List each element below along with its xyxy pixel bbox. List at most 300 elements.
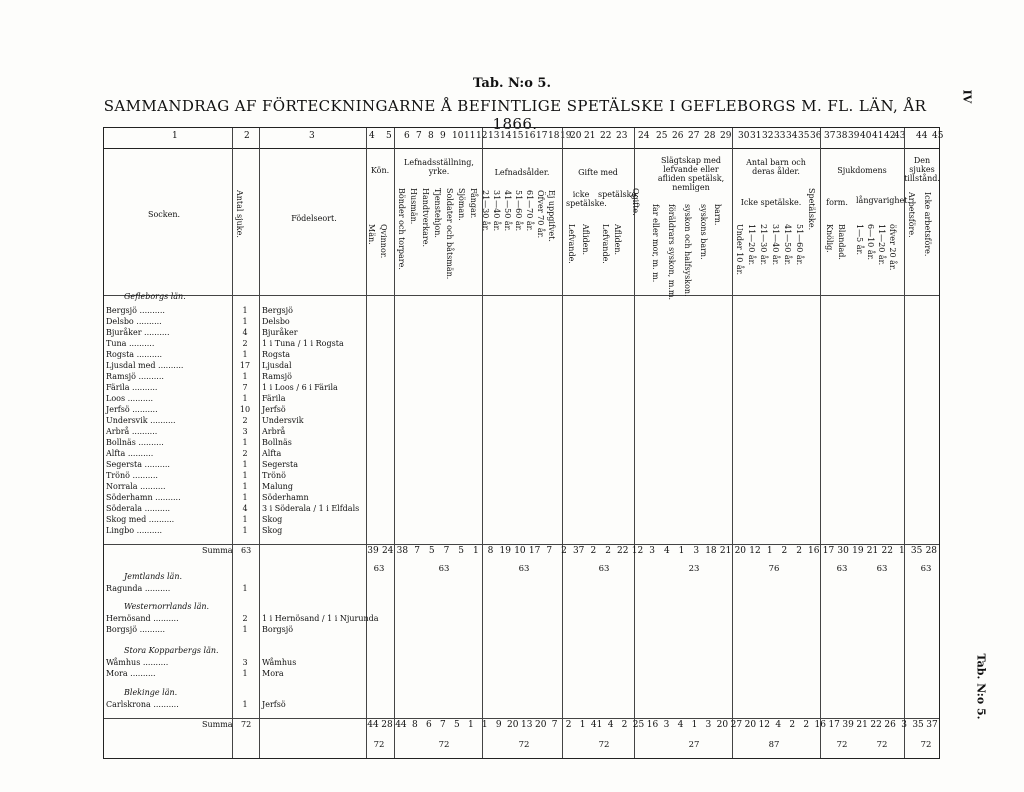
header-barn: barn. xyxy=(713,204,722,226)
age-header: Öfver 70 år. xyxy=(536,190,545,239)
summa-group-total: 72 xyxy=(518,740,530,750)
table-row xyxy=(104,383,939,394)
birthplace: Bjuråker xyxy=(262,328,298,337)
column-number: 9 xyxy=(440,131,446,141)
summa-group-total: 63 xyxy=(876,564,888,574)
parish-name: Wåmhus .......... xyxy=(106,658,169,667)
summa-value: 20 xyxy=(716,720,729,730)
summa-value: 25 xyxy=(632,720,645,730)
header-form: form. xyxy=(826,198,848,207)
column-number: 11 xyxy=(464,131,476,141)
summa-value: 7 xyxy=(440,720,446,730)
summa-group-total: 72 xyxy=(836,740,848,750)
birthplace: Bergsjö xyxy=(262,306,293,315)
summa-value: 1 xyxy=(678,546,685,556)
column-number: 20 xyxy=(570,131,582,141)
summa-group-total: 23 xyxy=(688,564,700,574)
header-tjenstehjon: Tjenstehjon. xyxy=(433,188,442,238)
summa-value: 28 xyxy=(381,720,393,730)
county-heading-westernorrland: Westernorrlands län. xyxy=(124,602,210,611)
sick-count: 1 xyxy=(242,306,248,315)
parish-name: Bergsjö .......... xyxy=(106,306,165,315)
summa-value: 35 xyxy=(910,546,923,556)
column-number: 24 xyxy=(638,131,650,141)
header-icke-spetalske: icke spetälske. xyxy=(566,190,607,208)
header-afliden-2: Afliden. xyxy=(613,224,622,256)
table-row xyxy=(104,427,939,438)
summa-value: 13 xyxy=(520,720,533,730)
page-title: SAMMANDRAG AF FÖRTECKNINGARNE Å BEFINTLIGE SPETÄLSKE I GEFLEBORGS M. FL. LÄN, ÅR 1866. xyxy=(103,97,927,133)
sick-count: 1 xyxy=(242,700,248,709)
summa-value: 21 xyxy=(866,546,879,556)
header-slagtskap: Slägtskap med lefvande eller afliden spetälsk, nemligen xyxy=(657,156,725,192)
summa-value: 10 xyxy=(514,546,526,556)
sick-count: 1 xyxy=(242,493,248,502)
header-man: Män. xyxy=(367,224,376,245)
header-icke-spetalske-barn: Icke spetälske. xyxy=(740,198,802,207)
summa-value: 3 xyxy=(663,720,670,730)
summa-value: 27 xyxy=(730,720,743,730)
parish-name: Skog med .......... xyxy=(106,515,175,524)
summa-value: 4 xyxy=(607,720,614,730)
summa-group-total: 63 xyxy=(373,564,385,574)
summa-value: 35 xyxy=(912,720,924,730)
summa-value: 26 xyxy=(884,720,896,730)
summa-group-total: 63 xyxy=(836,564,848,574)
table-number: Tab. N:o 5. xyxy=(473,76,551,91)
parish-name: Ramsjö .......... xyxy=(106,372,164,381)
summa-group-total: 72 xyxy=(876,740,888,750)
summa-value: 12 xyxy=(631,546,644,556)
column-number: 25 xyxy=(656,131,668,141)
summa-value: 7 xyxy=(443,546,450,556)
parish-name: Trönö .......... xyxy=(106,471,158,480)
summa-value: 16 xyxy=(808,546,820,556)
column-number: 18 xyxy=(548,131,560,141)
sick-count: 1 xyxy=(242,515,248,524)
county-heading-jemtland: Jemtlands län. xyxy=(124,572,183,581)
summa-value: 17 xyxy=(528,546,541,556)
sick-count: 2 xyxy=(242,339,248,348)
column-number: 31 xyxy=(750,131,762,141)
table-row xyxy=(104,669,939,680)
header-qvinnor: Qvinnor. xyxy=(379,224,388,259)
column-number: 17 xyxy=(536,131,548,141)
summa-value: 1 xyxy=(472,546,479,556)
sick-count: 1 xyxy=(242,471,248,480)
column-number: 8 xyxy=(428,131,434,141)
column-number-row xyxy=(104,128,944,149)
column-number: 37 xyxy=(824,131,836,141)
summa-value: 2 xyxy=(796,546,802,556)
statistics-table xyxy=(103,127,944,759)
duration-header: öfver 20 år. xyxy=(888,224,897,271)
sick-count: 1 xyxy=(242,669,248,678)
column-number: 40 xyxy=(860,131,872,141)
sick-count: 1 xyxy=(242,625,248,634)
summa-group-total: 63 xyxy=(598,564,610,574)
birthplace: Ljusdal xyxy=(262,361,292,370)
summa-group-total: 72 xyxy=(438,740,450,750)
summa-value: 1 xyxy=(467,720,474,730)
table-row xyxy=(104,361,939,372)
parish-name: Hernösand .......... xyxy=(106,614,179,623)
column-number: 30 xyxy=(738,131,750,141)
summa-value: 37 xyxy=(926,720,938,730)
header-sjukdomens: Sjukdomens xyxy=(837,166,887,175)
table-row xyxy=(104,658,939,669)
column-number: 22 xyxy=(600,131,612,141)
column-number: 15 xyxy=(512,131,524,141)
table-row xyxy=(104,350,939,361)
header-soldater: Soldater och båtsmän. xyxy=(445,188,454,280)
summa-value: 4 xyxy=(663,546,670,556)
birthplace: Undersvik xyxy=(262,416,304,425)
county-heading-kopparberg: Stora Kopparbergs län. xyxy=(124,646,219,655)
barn-age-header: 51—60 år. xyxy=(795,224,804,266)
column-number: 28 xyxy=(704,131,716,141)
table-row xyxy=(104,584,939,595)
sick-count: 1 xyxy=(242,372,248,381)
summa-value: 3 xyxy=(693,546,700,556)
header-langvarighet: långvarighet. xyxy=(856,196,911,205)
summa-value: 12 xyxy=(749,546,761,556)
sick-count: 7 xyxy=(242,383,248,392)
birthplace: 3 i Söderala / 1 i Elfdals xyxy=(262,504,360,513)
table-row xyxy=(104,394,939,405)
duration-header: 6—10 år. xyxy=(866,224,875,261)
table-row xyxy=(104,460,939,471)
parish-name: Norrala .......... xyxy=(106,482,166,491)
table-row xyxy=(104,614,939,625)
summa-group-total: 63 xyxy=(518,564,530,574)
birthplace: 1 i Hernösand / 1 i Njurunda xyxy=(262,614,379,623)
summa-rule xyxy=(104,544,939,545)
summa-value: 16 xyxy=(814,720,826,730)
summa-value: 30 xyxy=(837,546,849,556)
summa-value: 2 xyxy=(565,720,572,730)
sick-count: 10 xyxy=(239,405,251,414)
summa-value: 20 xyxy=(507,720,519,730)
summa-value: 5 xyxy=(428,546,435,556)
table-row xyxy=(104,306,939,317)
birthplace: Skog xyxy=(262,515,283,524)
column-number: 1 xyxy=(172,131,178,141)
column-number: 12 xyxy=(476,131,488,141)
column-number: 34 xyxy=(786,131,798,141)
header-lefnadsalder: Lefnadsålder. xyxy=(494,168,550,177)
column-number: 10 xyxy=(452,131,464,141)
summa-value: 18 xyxy=(705,546,717,556)
column-number: 16 xyxy=(524,131,536,141)
table-row xyxy=(104,328,939,339)
summa-group-total: 87 xyxy=(768,740,780,750)
summa-value: 39 xyxy=(842,720,854,730)
column-number: 23 xyxy=(616,131,628,141)
sick-count: 4 xyxy=(242,328,248,337)
header-antal: Antal sjuke. xyxy=(235,190,244,238)
summa-value: 8 xyxy=(487,546,494,556)
summa-group-total: 27 xyxy=(688,740,700,750)
birthplace: Delsbo xyxy=(262,317,290,326)
summa-value: 17 xyxy=(828,720,840,730)
summa-value: 20 xyxy=(534,720,547,730)
barn-age-header: 31—40 år. xyxy=(771,224,780,266)
header-afliden: Afliden. xyxy=(581,224,590,256)
summa-value: 9 xyxy=(495,720,502,730)
sick-count: 1 xyxy=(242,350,248,359)
summa-value: 2 xyxy=(605,546,611,556)
header-far: far eller mor, m. m. xyxy=(651,204,660,283)
parish-name: Lingbo .......... xyxy=(106,526,163,535)
birthplace: Alfta xyxy=(262,449,282,458)
summa-value: 22 xyxy=(617,546,629,556)
header-kon: Kön. xyxy=(370,166,390,175)
summa-value: 3 xyxy=(649,546,655,556)
summa-value: 2 xyxy=(621,720,628,730)
sick-count: 3 xyxy=(242,658,248,667)
birthplace: Ramsjö xyxy=(262,372,292,381)
header-arbetsfore: Arbetsföre. xyxy=(907,192,916,238)
birthplace: Bollnäs xyxy=(262,438,292,447)
duration-header: 11—20 år. xyxy=(877,224,886,266)
header-lefnadsstallning: Lefnadsställning, yrke. xyxy=(404,158,474,176)
column-number: 7 xyxy=(416,131,422,141)
age-header: 61—70 år. xyxy=(525,190,534,232)
header-antal-barn: Antal barn och deras ålder. xyxy=(746,158,806,176)
summa-value: 44 xyxy=(395,720,407,730)
summa-value: 3 xyxy=(705,720,712,730)
table-row xyxy=(104,493,939,504)
header-knolig: Knölig. xyxy=(825,224,834,253)
birthplace: Rogsta xyxy=(262,350,291,359)
summa-value: 4 xyxy=(677,720,684,730)
summa-value: 41 xyxy=(590,720,603,730)
duration-header: 1—5 år. xyxy=(855,224,864,255)
summa-group-total: 76 xyxy=(768,564,780,574)
column-number: 26 xyxy=(672,131,684,141)
summa-value: 1 xyxy=(766,546,773,556)
parish-name: Undersvik .......... xyxy=(106,416,176,425)
summa-value: 7 xyxy=(414,546,420,556)
column-number: 38 xyxy=(836,131,848,141)
header-socken: Socken. xyxy=(147,210,181,219)
summa-value: 2 xyxy=(561,546,567,556)
summa-value: 37 xyxy=(572,546,585,556)
column-number: 14 xyxy=(500,131,512,141)
column-number: 13 xyxy=(488,131,500,141)
column-number: 2 xyxy=(244,131,250,141)
header-blandad: Blandad. xyxy=(837,224,846,260)
header-foraldrars: föräldrars syskon, m.m. xyxy=(667,204,676,301)
summa-value: 24 xyxy=(381,546,394,556)
barn-age-header: 21—30 år. xyxy=(759,224,768,266)
summa-value: 3 xyxy=(901,720,907,730)
summa-value: 20 xyxy=(744,720,757,730)
table-row xyxy=(104,416,939,427)
header-bonder: Bönder och torpare. xyxy=(397,188,406,270)
summa-value: 2 xyxy=(803,720,810,730)
birthplace: Mora xyxy=(262,669,284,678)
summa-value: 1 xyxy=(691,720,698,730)
summa-value: 12 xyxy=(758,720,771,730)
column-number: 5 xyxy=(386,131,392,141)
header-gifte-med: Gifte med xyxy=(578,168,618,177)
column-number: 41 xyxy=(872,131,884,141)
parish-name: Delsbo .......... xyxy=(106,317,162,326)
birthplace: Skog xyxy=(262,526,283,535)
birthplace: Borgsjö xyxy=(262,625,294,634)
summa-value: 22 xyxy=(881,546,893,556)
header-spetalske-barn: Spetälske. xyxy=(807,188,816,231)
column-number: 4 xyxy=(369,131,375,141)
header-ogifte: Ogifte. xyxy=(631,188,640,216)
column-number: 19 xyxy=(560,131,572,141)
summa-value: 6 xyxy=(426,720,432,730)
summa-value: 5 xyxy=(458,546,464,556)
birthplace: 1 i Tuna / 1 i Rogsta xyxy=(262,339,344,348)
table-row xyxy=(104,700,939,711)
summa-value: 7 xyxy=(551,720,558,730)
header-syskon: syskon och halfsyskon. xyxy=(683,204,692,297)
age-header: 31—40 år. xyxy=(492,190,501,232)
column-number: 42 xyxy=(884,131,896,141)
table-row xyxy=(104,625,939,636)
sick-count: 4 xyxy=(242,504,248,513)
summa-group-total: 72 xyxy=(598,740,610,750)
summa-value: 21 xyxy=(719,546,732,556)
column-number: 45 xyxy=(932,131,944,141)
column-number: 3 xyxy=(309,131,315,141)
age-header: 51—60 år. xyxy=(514,190,523,232)
summa-value: 20 xyxy=(734,546,747,556)
summa-value: 2 xyxy=(789,720,796,730)
birthplace: Trönö xyxy=(262,471,286,480)
parish-name: Söderala .......... xyxy=(106,504,171,513)
parish-name: Färila .......... xyxy=(106,383,158,392)
birthplace: Segersta xyxy=(262,460,298,469)
summa-sick-2: 72 xyxy=(241,720,252,729)
header-den-sjukes: Den sjukes tillstånd. xyxy=(904,156,940,183)
birthplace: Malung xyxy=(262,482,293,491)
header-fodelseort: Födelseort. xyxy=(291,214,337,223)
barn-age-header: 11—20 år. xyxy=(747,224,756,266)
parish-name: Jerfsö .......... xyxy=(106,405,158,414)
parish-name: Ragunda .......... xyxy=(106,584,171,593)
summa-group-total: 63 xyxy=(438,564,450,574)
column-number: 32 xyxy=(762,131,774,141)
parish-name: Söderhamn .......... xyxy=(106,493,181,502)
parish-name: Rogsta .......... xyxy=(106,350,163,359)
table-row xyxy=(104,526,939,537)
birthplace: Jerfsö xyxy=(262,405,286,414)
column-number: 44 xyxy=(916,131,928,141)
barn-age-header: 41—50 år. xyxy=(783,224,792,266)
parish-name: Loos .......... xyxy=(106,394,154,403)
summa-value: 4 xyxy=(775,720,782,730)
table-row xyxy=(104,405,939,416)
header-lefvande-2: Lefvande. xyxy=(601,224,610,264)
column-number: 27 xyxy=(688,131,700,141)
sick-count: 1 xyxy=(242,584,248,593)
header-lefvande: Lefvande. xyxy=(567,224,576,264)
parish-name: Segersta .......... xyxy=(106,460,170,469)
sick-count: 2 xyxy=(242,449,248,458)
column-number: 35 xyxy=(798,131,810,141)
table-row xyxy=(104,449,939,460)
header-fangar: Fångar. xyxy=(469,188,478,219)
barn-age-header: Under 10 år. xyxy=(735,224,744,276)
table-row xyxy=(104,372,939,383)
column-number: 21 xyxy=(584,131,596,141)
parish-name: Alfta .......... xyxy=(106,449,154,458)
age-header: Ej uppgifvet. xyxy=(547,190,556,242)
sick-count: 1 xyxy=(242,394,248,403)
header-husman: Husmän. xyxy=(409,188,418,225)
birthplace: Arbrå xyxy=(262,427,286,436)
summa-group-total: 72 xyxy=(373,740,385,750)
age-header: 21—30 år. xyxy=(481,190,490,232)
birthplace: Wåmhus xyxy=(262,658,297,667)
column-number: 6 xyxy=(404,131,410,141)
summa-value: 22 xyxy=(870,720,882,730)
sick-count: 1 xyxy=(242,460,248,469)
summa-value: 1 xyxy=(899,546,905,556)
summa-value: 7 xyxy=(546,546,553,556)
summa-value: 19 xyxy=(852,546,864,556)
summa-value: 2 xyxy=(590,546,597,556)
birthplace: Färila xyxy=(262,394,286,403)
county-heading-blekinge: Blekinge län. xyxy=(124,688,178,697)
column-number: 39 xyxy=(848,131,860,141)
summa-value: 21 xyxy=(856,720,868,730)
sick-count: 17 xyxy=(239,361,251,370)
summa-value: 39 xyxy=(367,546,379,556)
parish-name: Borgsjö .......... xyxy=(106,625,166,634)
summa-label-1: Summa xyxy=(202,546,233,555)
column-number: 43 xyxy=(894,131,906,141)
column-number: 36 xyxy=(810,131,822,141)
summa-value: 19 xyxy=(499,546,511,556)
summa-value: 16 xyxy=(646,720,659,730)
header-icke-arbetsfore: Icke arbetsföre. xyxy=(923,192,932,257)
table-row xyxy=(104,339,939,350)
summa-value: 38 xyxy=(396,546,409,556)
parish-name: Mora .......... xyxy=(106,669,156,678)
table-row xyxy=(104,438,939,449)
age-header: 41—50 år. xyxy=(503,190,512,232)
table-row xyxy=(104,504,939,515)
summa-value: 8 xyxy=(412,720,418,730)
summa-value: 1 xyxy=(481,720,488,730)
side-table-label: Tab. N:o 5. xyxy=(974,653,988,720)
birthplace: 1 i Loos / 6 i Färila xyxy=(262,383,338,392)
summa-value: 44 xyxy=(367,720,379,730)
parish-name: Bjuråker .......... xyxy=(106,328,170,337)
header-syskons-barn: syskons barn. xyxy=(699,204,708,260)
sick-count: 1 xyxy=(242,482,248,491)
sick-count: 1 xyxy=(242,317,248,326)
header-sjoman: Sjöman. xyxy=(457,188,466,221)
parish-name: Arbrå .......... xyxy=(106,427,158,436)
column-number: 33 xyxy=(774,131,786,141)
header-bottom-rule xyxy=(104,295,939,296)
table-row xyxy=(104,482,939,493)
sick-count: 3 xyxy=(242,427,248,436)
birthplace: Söderhamn xyxy=(262,493,309,502)
sick-count: 2 xyxy=(242,416,248,425)
header-handtverkare: Handtverkare. xyxy=(421,188,430,248)
